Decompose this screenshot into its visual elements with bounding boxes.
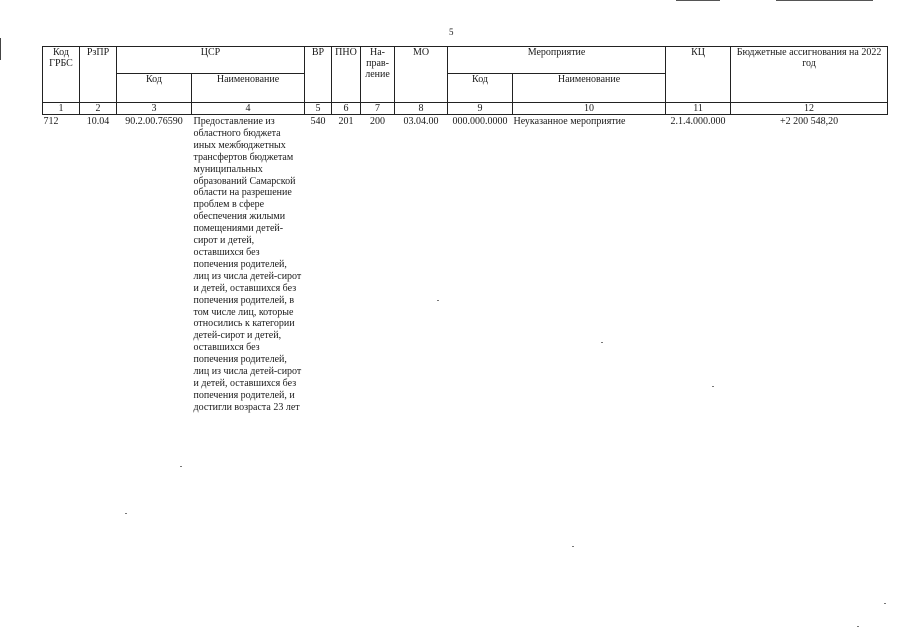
cell-csr-name: Предоставление из областного бюджета иных межбюджетных трансфертов бюджетам муниципальных образований Самарской области на разрешение проблем в сфере обеспечения жилыми помещениями детей-сирот и детей, оставшихся без попечения родителей, лиц из числа детей-сирот и детей, оставшихся без попечения родителей, в том числе лиц, которые относились к категории детей-сирот и детей, оставшихся без попечения родителей, лиц из числа детей-сирот и детей, оставшихся без попечения родителей, и достигли возраста 23 лет [193,116,302,413]
column-number: 6 [332,103,361,115]
column-number: 8 [395,103,448,115]
column-number: 7 [361,103,395,115]
column-number: 12 [731,103,888,115]
cell-event-name: Неуказанное мероприятие [513,116,626,127]
header-rzpr: РзПР [80,47,117,103]
column-number: 5 [305,103,332,115]
budget-table [42,46,888,414]
table-row [43,115,888,414]
header-csr-code: Код [117,74,192,103]
column-number: 1 [43,103,80,115]
cell-vr: 540 [310,116,326,127]
column-number: 11 [666,103,731,115]
header-budget: Бюджетные ассигнования на 2022 год [731,47,888,103]
header-mo: МО [395,47,448,103]
header-grbs: Код ГРБС [43,47,80,103]
column-number: 2 [80,103,117,115]
header-csr-name: Наименование [192,74,305,103]
scan-speck [572,546,574,547]
column-number: 10 [513,103,666,115]
scan-speck [601,342,603,343]
scan-speck [437,300,439,301]
header-event-name: Наименование [513,74,666,103]
page-number: 5 [449,27,454,37]
column-number: 4 [192,103,305,115]
top-edge-line [776,0,873,1]
header-vr: ВР [305,47,332,103]
cell-event-code: 000.000.0000 [452,116,508,127]
scan-speck [125,513,127,514]
header-row [43,47,888,74]
cell-direction: 200 [370,116,386,127]
cell-csr-code: 90.2.00.76590 [125,116,183,127]
column-number: 9 [448,103,513,115]
cell-pno: 201 [338,116,354,127]
left-margin-rule [0,38,1,60]
scan-speck [712,386,714,387]
column-number-row [43,103,888,115]
scan-speck [180,466,182,467]
scan-speck [884,603,886,604]
cell-grbs: 712 [43,116,59,127]
header-pno: ПНО [332,47,361,103]
scan-speck [857,626,859,627]
cell-kc: 2.1.4.000.000 [670,116,726,127]
cell-budget: +2 200 548,20 [779,116,839,127]
header-kc: КЦ [666,47,731,103]
top-edge-line [676,0,720,1]
cell-rzpr: 10.04 [86,116,110,127]
cell-mo: 03.04.00 [403,116,439,127]
header-direction: На-прав-ление [361,47,395,103]
header-csr: ЦСР [117,47,305,74]
header-event-code: Код [448,74,513,103]
column-number: 3 [117,103,192,115]
header-event: Мероприятие [448,47,666,74]
